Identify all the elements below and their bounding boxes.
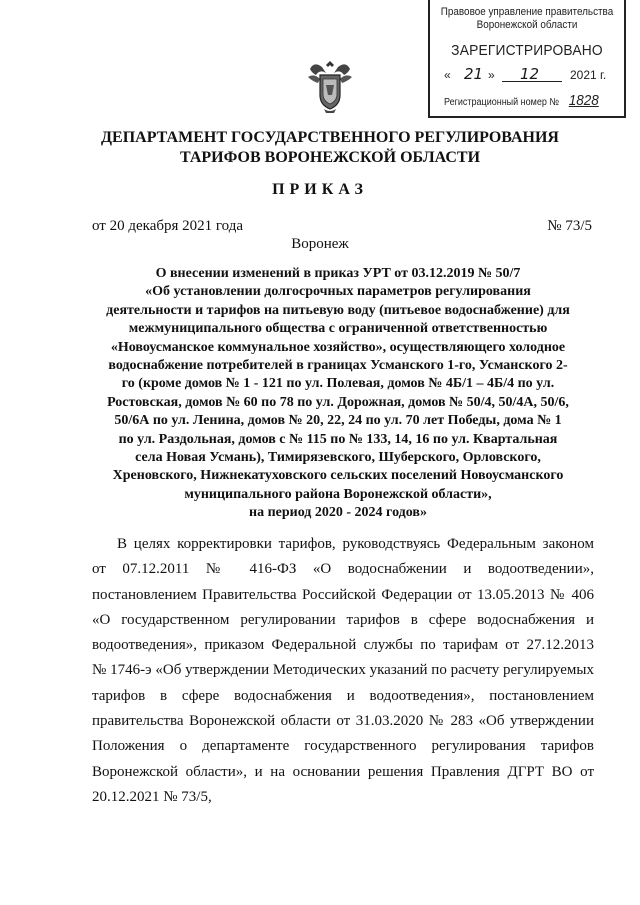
subject-line: межмуниципального общества с ограниченной ответственностью <box>128 321 548 337</box>
subject-line: села Новая Усмань), Тимирязевского, Шуберского, Орловского, <box>135 450 541 466</box>
registration-stamp <box>428 0 626 118</box>
subject-line: муниципального района Воронежской области», <box>184 486 492 502</box>
body-line: В целях корректировки тарифов, руководствуясь Федеральным законом <box>117 536 594 552</box>
stamp-date: « 21 » 12 2021 г. <box>444 65 607 83</box>
document-number: № 73/5 <box>547 218 592 234</box>
subject-line: О внесении изменений в приказ УРТ от 03.12.2019 № 50/7 <box>155 266 521 281</box>
stamp-reg-number-value: 1828 <box>568 92 599 109</box>
body-line: Воронежской области», и на основании решения Правления ДГРТ ВО от <box>92 763 594 780</box>
subject-line: «Об установлении долгосрочных параметров регулирования <box>145 284 531 300</box>
subject-line: «Новоусманское коммунальное хозяйство», осуществляющего холодное <box>110 339 566 355</box>
stamp-org-line1: Правовое управление правительства <box>440 6 614 18</box>
body-line: водоотведения», приказом Федеральной службы по тарифам от 27.12.2013 <box>92 637 594 654</box>
stamp-org <box>440 6 615 32</box>
body-line: постановлением Правительства Российской Федерации от 13.05.2013 № 406 <box>92 586 594 603</box>
subject-line: деятельности и тарифов на питьевую воду (питьевое водоснабжение) для <box>106 302 570 318</box>
stamp-org-line2: Воронежской области <box>476 19 578 31</box>
subject-line: водоснабжение потребителей в границах Усманского 1-го, Усманского 2- <box>108 358 568 374</box>
stamp-date-suffix: г. <box>600 68 607 82</box>
department-line1: ДЕПАРТАМЕНТ ГОСУДАРСТВЕННОГО РЕГУЛИРОВАНИЯ <box>101 129 559 146</box>
document-type: ПРИКАЗ <box>272 181 368 198</box>
subject-line: Хреновского, Нижнекатуховского сельских поселений Новоусманского <box>112 468 564 484</box>
document-city: Воронеж <box>291 236 349 252</box>
body-line: правительства Воронежской области от 31.03.2020 № 283 «Об утверждении <box>92 713 594 730</box>
body-line: тарифов в сфере водоснабжения и водоотведения», постановлением <box>92 687 594 704</box>
stamp-registered: ЗАРЕГИСТРИРОВАНО <box>451 42 603 59</box>
document-date: от 20 декабря 2021 года <box>92 218 244 234</box>
subject-line: по ул. Раздольная, домов с № 115 по № 133, 14, 16 по ул. Квартальная <box>118 431 558 447</box>
body-line: 20.12.2021 № 73/5, <box>92 788 212 805</box>
subject-line: Ростовская, домов № 60 по 78 по ул. Дорожная, домов № 50/4, 50/4А, 50/6, <box>107 394 569 410</box>
document-subject <box>88 265 588 523</box>
body-line: № 1746-э «Об утверждении Методических указаний по расчету регулируемых <box>92 662 594 679</box>
subject-line: го (кроме домов № 1 - 121 по ул. Полевая, домов № 4Б/1 – 4Б/4 по ул. <box>121 376 555 392</box>
coat-of-arms-icon <box>306 55 354 115</box>
department-title <box>60 128 600 168</box>
stamp-reg-number-label: Регистрационный номер № <box>444 97 560 108</box>
subject-line: на период 2020 - 2024 годов» <box>249 505 427 521</box>
department-line2: ТАРИФОВ ВОРОНЕЖСКОЙ ОБЛАСТИ <box>179 149 481 166</box>
body-line: Положения о департаменте государственного регулирования тарифов <box>92 738 594 755</box>
stamp-date-day: 21 <box>464 65 484 83</box>
body-line: «О государственном регулировании тарифов в сфере водоснабжения и <box>92 611 594 628</box>
stamp-reg-number <box>444 92 599 109</box>
stamp-date-month: 12 <box>520 65 540 83</box>
body-paragraph <box>92 532 594 810</box>
body-line: от 07.12.2011 № 416-ФЗ «О водоснабжении и водоотведении», <box>92 561 594 578</box>
subject-line: 50/6А по ул. Ленина, домов № 20, 22, 24 по ул. 70 лет Победы, дома № 1 <box>114 413 562 429</box>
stamp-date-year: 2021 <box>570 68 597 82</box>
